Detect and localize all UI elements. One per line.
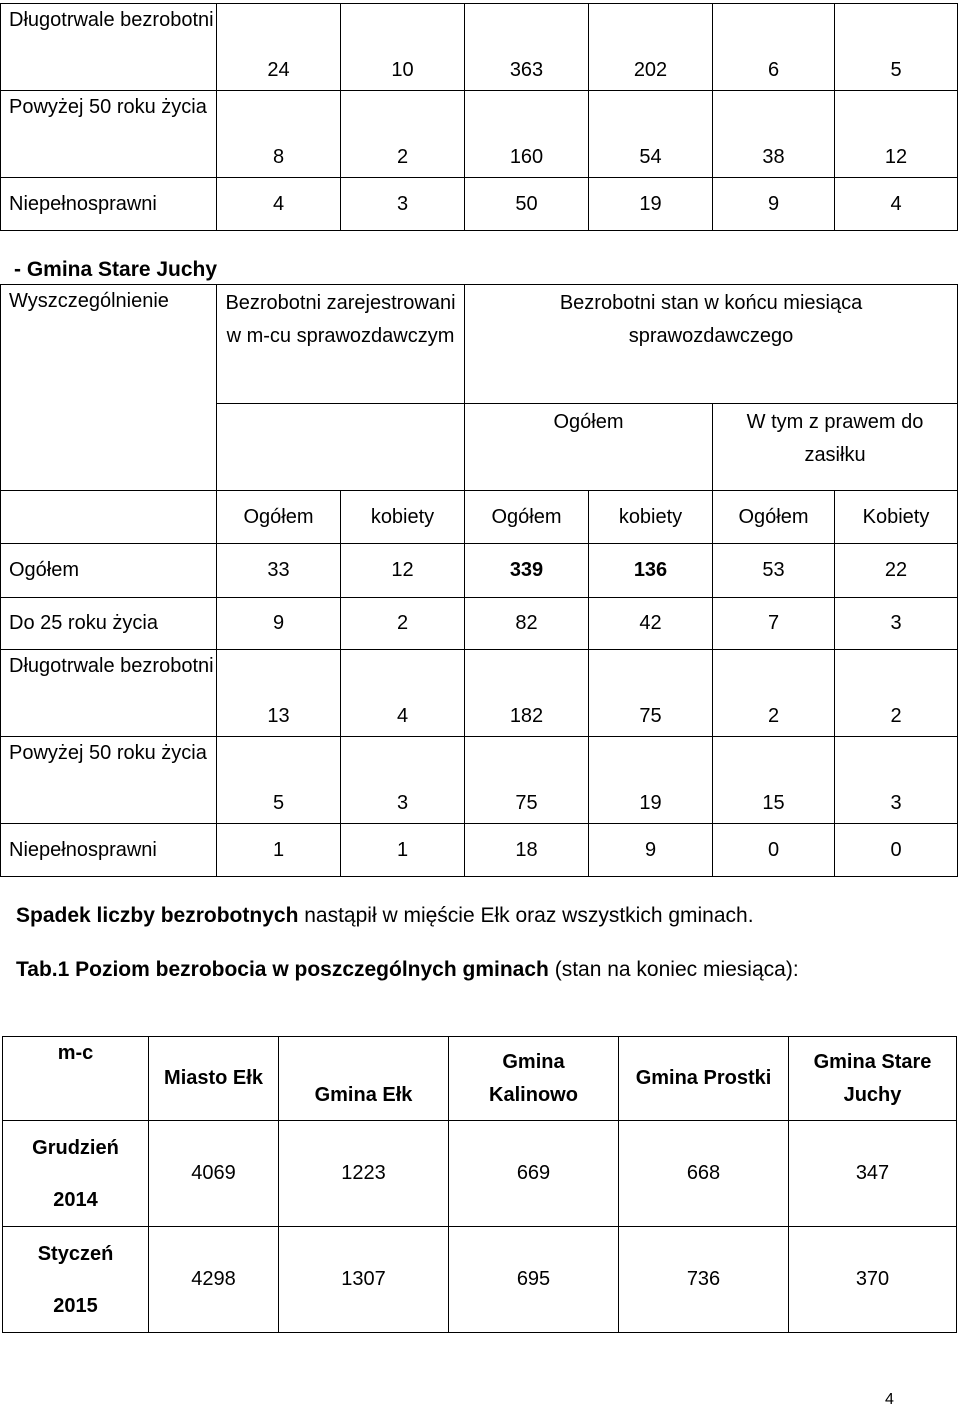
header-with-benefit: W tym z prawem do zasiłku <box>713 404 958 491</box>
table-row <box>1 491 958 544</box>
table-row <box>3 1227 957 1333</box>
table-unemployment-levels <box>2 1036 957 1333</box>
cell: 339 <box>465 544 589 598</box>
cell: 347 <box>789 1121 957 1227</box>
cell: 2 <box>341 598 465 650</box>
cell: 10 <box>341 4 465 91</box>
header-state: Bezrobotni stan w końcu miesiąca sprawozdawczego <box>465 285 958 404</box>
table-row <box>1 737 958 824</box>
header-gmina-prostki: Gmina Prostki <box>619 1037 789 1121</box>
cell: 669 <box>449 1121 619 1227</box>
table-row <box>3 1037 957 1121</box>
cell: 370 <box>789 1227 957 1333</box>
row-label: Długotrwale bezrobotni <box>1 650 217 737</box>
cell: 19 <box>589 737 713 824</box>
cell: 33 <box>217 544 341 598</box>
cell: 4 <box>835 178 958 231</box>
summary-rest: nastąpił w mięście Ełk oraz wszystkich gminach. <box>298 904 754 927</box>
row-label: Niepełnosprawni <box>1 178 217 231</box>
table-row <box>1 598 958 650</box>
row-label: Ogółem <box>1 544 217 598</box>
cell: 1 <box>217 824 341 877</box>
subheader: Ogółem <box>465 491 589 544</box>
row-label: Powyżej 50 roku życia <box>1 737 217 824</box>
cell: 3 <box>835 598 958 650</box>
month-name: Styczeń <box>37 1242 114 1265</box>
cell: 1223 <box>279 1121 449 1227</box>
table-caption <box>16 958 799 982</box>
cell: 2 <box>835 650 958 737</box>
cell: 12 <box>341 544 465 598</box>
empty-cell <box>1 491 217 544</box>
table-row <box>1 824 958 877</box>
cell: 160 <box>465 91 589 178</box>
cell: 2 <box>341 91 465 178</box>
header-total: Ogółem <box>465 404 713 491</box>
cell: 8 <box>217 91 341 178</box>
cell: 5 <box>835 4 958 91</box>
month-name: Grudzień <box>32 1136 119 1159</box>
table-row <box>1 544 958 598</box>
month-year: 2014 <box>53 1188 98 1211</box>
cell: 9 <box>217 598 341 650</box>
table-row <box>1 285 958 404</box>
table-previous-gmina <box>0 3 958 231</box>
cell: 5 <box>217 737 341 824</box>
header-gmina-stare-juchy: Gmina Stare Juchy <box>789 1037 957 1121</box>
caption-bold: Poziom bezrobocia w poszczególnych gminach <box>69 958 549 981</box>
table-row <box>1 4 958 91</box>
cell: 4298 <box>149 1227 279 1333</box>
cell: 3 <box>835 737 958 824</box>
cell: 182 <box>465 650 589 737</box>
cell: 13 <box>217 650 341 737</box>
cell: 6 <box>713 4 835 91</box>
month-cell <box>3 1121 149 1227</box>
cell: 0 <box>713 824 835 877</box>
cell: 15 <box>713 737 835 824</box>
cell: 3 <box>341 737 465 824</box>
cell: 9 <box>713 178 835 231</box>
caption-tab: Tab.1 <box>16 958 70 981</box>
table-row <box>1 650 958 737</box>
cell: 38 <box>713 91 835 178</box>
row-label: Długotrwale bezrobotni <box>1 4 217 91</box>
cell: 18 <box>465 824 589 877</box>
header-month: m-c <box>3 1037 149 1121</box>
cell: 668 <box>619 1121 789 1227</box>
cell: 19 <box>589 178 713 231</box>
cell: 7 <box>713 598 835 650</box>
header-label: Wyszczególnienie <box>1 285 217 491</box>
subheader: Ogółem <box>217 491 341 544</box>
header-miasto-elk: Miasto Ełk <box>149 1037 279 1121</box>
cell: 12 <box>835 91 958 178</box>
cell: 136 <box>589 544 713 598</box>
subheader: Ogółem <box>713 491 835 544</box>
table-row <box>1 178 958 231</box>
row-label: Powyżej 50 roku życia <box>1 91 217 178</box>
empty-cell <box>217 404 465 491</box>
page-number: 4 <box>885 1391 894 1408</box>
summary-sentence <box>16 904 754 928</box>
cell: 2 <box>713 650 835 737</box>
gmina-heading: - Gmina Stare Juchy <box>14 258 218 281</box>
month-cell <box>3 1227 149 1333</box>
cell: 695 <box>449 1227 619 1333</box>
table-row <box>3 1121 957 1227</box>
header-gmina-kalinowo: Gmina Kalinowo <box>449 1037 619 1121</box>
header-gmina-elk: Gmina Ełk <box>279 1037 449 1121</box>
cell: 42 <box>589 598 713 650</box>
subheader: Kobiety <box>835 491 958 544</box>
cell: 50 <box>465 178 589 231</box>
cell: 53 <box>713 544 835 598</box>
cell: 22 <box>835 544 958 598</box>
header-registered: Bezrobotni zarejestrowani w m-cu sprawozdawczym <box>217 285 465 404</box>
cell: 0 <box>835 824 958 877</box>
cell: 82 <box>465 598 589 650</box>
cell: 736 <box>619 1227 789 1333</box>
cell: 363 <box>465 4 589 91</box>
cell: 4 <box>341 650 465 737</box>
cell: 4 <box>217 178 341 231</box>
table-row <box>1 91 958 178</box>
cell: 1307 <box>279 1227 449 1333</box>
subheader: kobiety <box>341 491 465 544</box>
row-label: Do 25 roku życia <box>1 598 217 650</box>
cell: 75 <box>465 737 589 824</box>
month-year: 2015 <box>53 1294 98 1317</box>
table-gmina-stare-juchy <box>0 284 958 877</box>
cell: 75 <box>589 650 713 737</box>
summary-bold: Spadek liczby bezrobotnych <box>16 904 299 927</box>
cell: 54 <box>589 91 713 178</box>
cell: 9 <box>589 824 713 877</box>
cell: 3 <box>341 178 465 231</box>
cell: 4069 <box>149 1121 279 1227</box>
cell: 202 <box>589 4 713 91</box>
cell: 1 <box>341 824 465 877</box>
caption-rest: (stan na koniec miesiąca): <box>548 958 799 981</box>
cell: 24 <box>217 4 341 91</box>
subheader: kobiety <box>589 491 713 544</box>
row-label: Niepełnosprawni <box>1 824 217 877</box>
